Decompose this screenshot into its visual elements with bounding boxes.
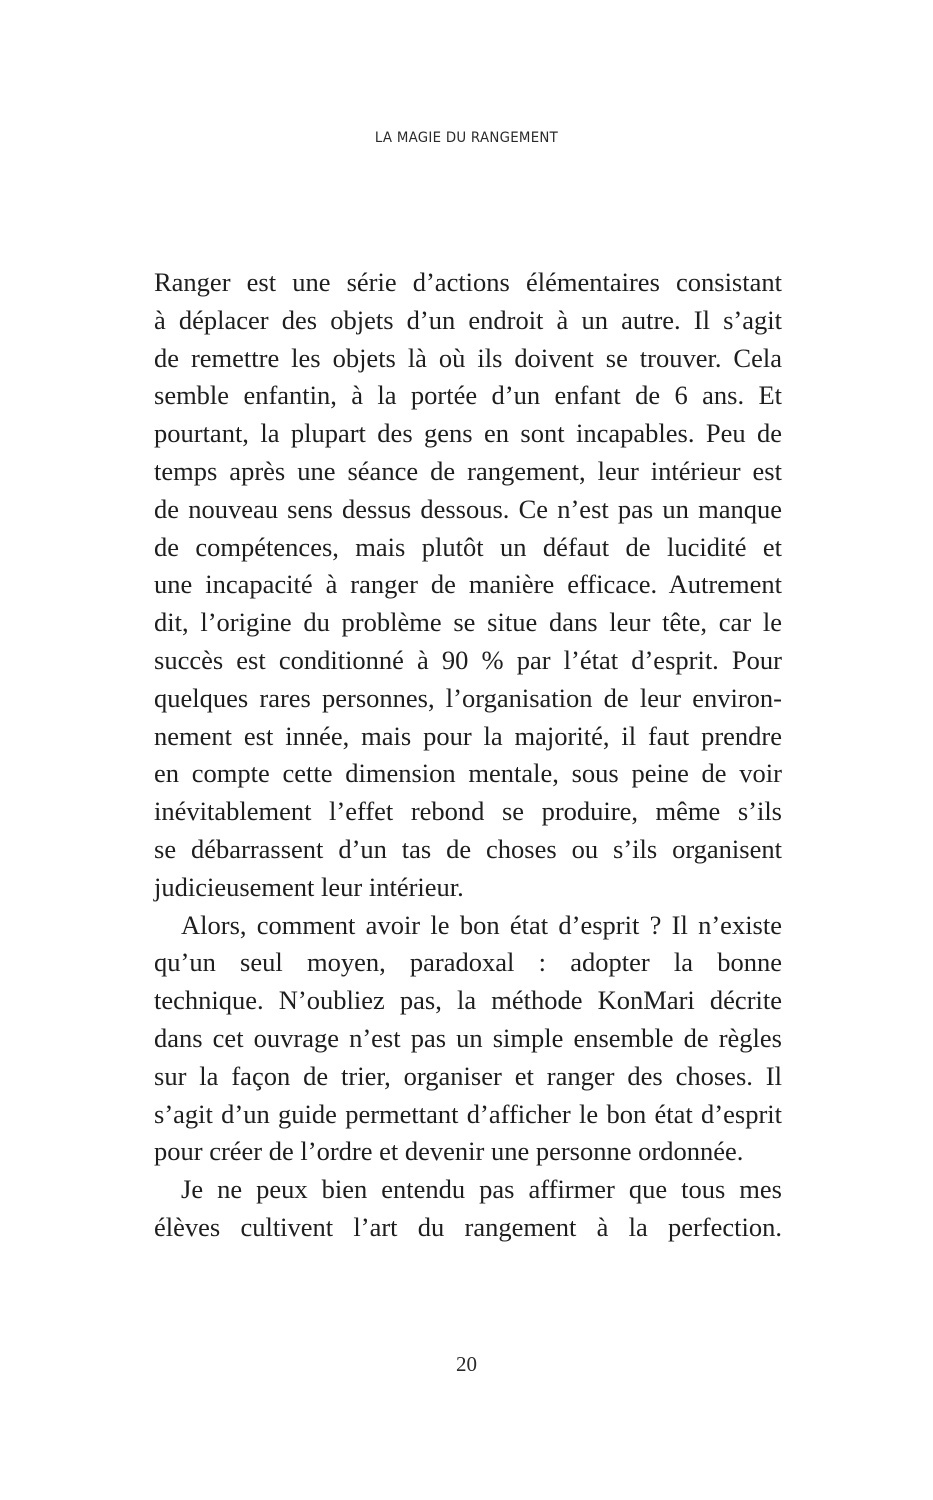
text-line: nement est innée, mais pour la majorité, il faut prendre [154, 720, 782, 751]
text-line: de remettre les objets là où ils doivent se trouver. Cela [154, 342, 782, 373]
text-line: en compte cette dimension mentale, sous peine de voir [154, 758, 782, 789]
text-line: de nouveau sens dessus dessous. Ce n’est pas un manque [154, 493, 782, 524]
text-line: Ranger est une série d’actions élémentaires consistant [154, 267, 782, 297]
paragraph-3 [154, 1171, 782, 1247]
body-text [154, 264, 782, 1247]
text-line: quelques rares personnes, l’organisation de leur environ- [154, 682, 782, 713]
text-line: dans cet ouvrage n’est pas un simple ensemble de règles [154, 1022, 782, 1053]
text-line: inévitablement l’effet rebond se produire, même s’ils [154, 796, 782, 827]
text-line: semble enfantin, à la portée d’un enfant de 6 ans. Et [154, 380, 782, 411]
text-line: temps après une séance de rangement, leur intérieur est [154, 455, 782, 486]
text-line: dit, l’origine du problème se situe dans leur tête, car le [154, 607, 782, 638]
text-line: s’agit d’un guide permettant d’afficher le bon état d’esprit [154, 1098, 782, 1129]
text-line: se débarrassent d’un tas de choses ou s’ils organisent [154, 833, 782, 864]
text-line: technique. N’oubliez pas, la méthode KonMari décrite [154, 985, 782, 1016]
text-line: sur la façon de trier, organiser et ranger des choses. Il [154, 1060, 782, 1091]
text-line: qu’un seul moyen, paradoxal : adopter la bonne [154, 947, 782, 978]
text-line: une incapacité à ranger de manière efficace. Autrement [154, 569, 782, 600]
text-line: Alors, comment avoir le bon état d’esprit ? Il n’existe [181, 909, 782, 940]
text-line: à déplacer des objets d’un endroit à un autre. Il s’agit [154, 304, 782, 335]
text-line: succès est conditionné à 90 % par l’état d’esprit. Pour [154, 644, 782, 675]
text-line: élèves cultivent l’art du rangement à la perfection. [154, 1211, 782, 1242]
running-head: LA MAGIE DU RANGEMENT [374, 130, 559, 146]
text-line: de compétences, mais plutôt un défaut de lucidité et [154, 531, 782, 562]
text-line: Je ne peux bien entendu pas affirmer que tous mes [181, 1174, 782, 1205]
text-line: pour créer de l’ordre et devenir une personne ordonnée. [154, 1136, 744, 1167]
paragraph-1 [154, 264, 782, 907]
paragraph-2 [154, 907, 782, 1172]
text-line: pourtant, la plupart des gens en sont incapables. Peu de [154, 418, 782, 449]
page-number: 20 [456, 1352, 477, 1376]
text-line: judicieusement leur intérieur. [154, 871, 464, 902]
